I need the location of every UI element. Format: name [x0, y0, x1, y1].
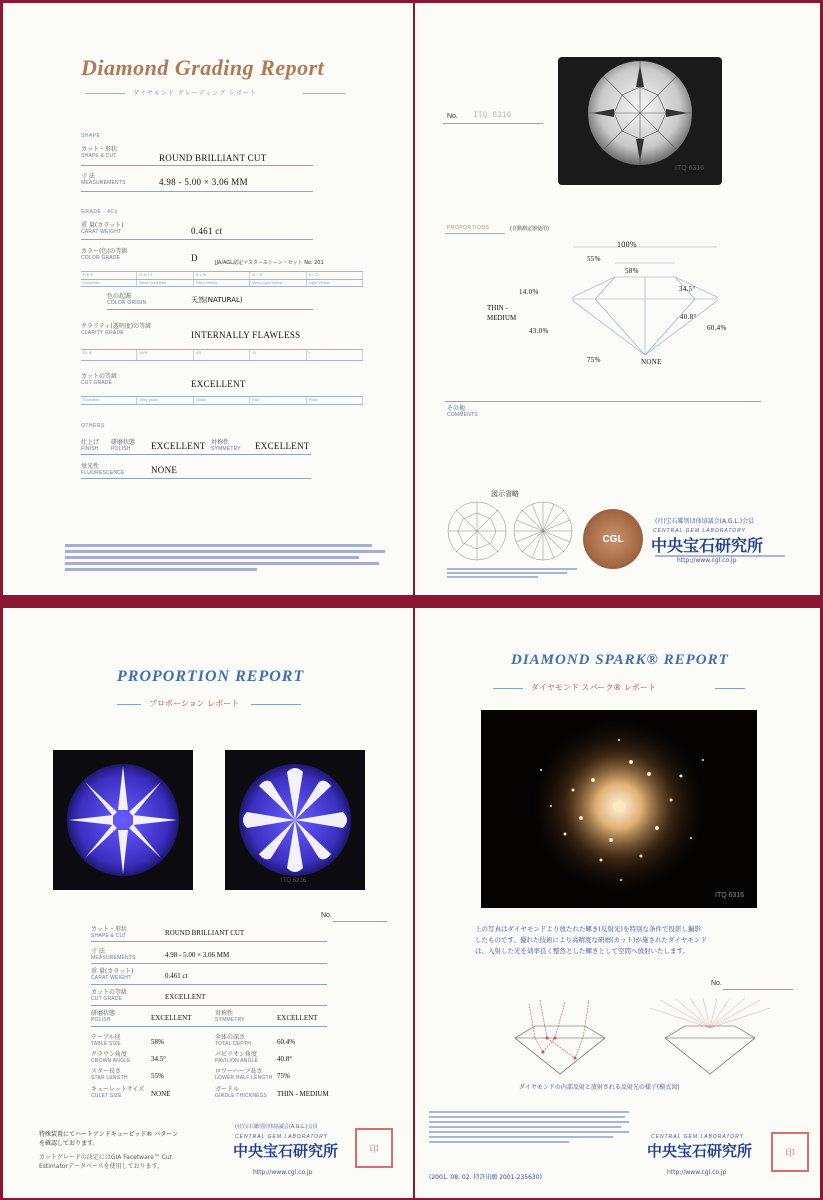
symmetry-label-en: SYMMETRY	[211, 446, 241, 452]
cut-label-jp: カットの等級	[81, 373, 117, 380]
shape-value: ROUND BRILLIANT CUT	[159, 153, 267, 163]
clarity-label-en: CLARITY GRADE	[81, 330, 124, 336]
section-others: OTHERS	[81, 423, 105, 429]
pr-shape-value: ROUND BRILLIANT CUT	[165, 929, 245, 937]
cupid-photo	[225, 750, 365, 890]
polish-label-en: POLISH	[111, 446, 131, 452]
pr-meas-value: 4.98 - 5.00 × 3.06 MM	[165, 951, 230, 959]
spark-lab-name-jp: 中央宝石研究所	[647, 1142, 753, 1160]
polish-label-jp: 研磨状態	[111, 439, 136, 446]
cupid-photo-caption: ITQ 6316	[281, 878, 307, 884]
carat-value: 0.461 ct	[191, 226, 223, 236]
spark-report-sheet	[415, 608, 820, 1198]
spark-fine-print	[429, 1108, 629, 1146]
fluor-label-jp: 蛍光性	[81, 463, 100, 470]
report-number-value: ITQ 6316	[473, 111, 512, 120]
spark-number-label: No.	[711, 980, 722, 987]
auto-measure-note: (自動測定器使用)	[510, 226, 549, 232]
grading-report-sheet	[3, 3, 413, 595]
star-pct: 55%	[587, 255, 601, 263]
pr-notes: 特殊装置にてハートアンドキューピッド® パターン を確認しております。 カットグレードの決定にはGIA Facetware™ Cut Estimatorデータベースを使用しております。	[39, 1131, 179, 1170]
hearts-photo	[53, 750, 193, 890]
pr-lab-name-jp: 中央宝石研究所	[233, 1142, 339, 1160]
color-master-note: JJA/AGL認定マスターストーン・セット No. 201	[215, 260, 324, 266]
pr-lab-stamp: 印	[355, 1128, 393, 1168]
spark-report-title: DIAMOND SPARK® REPORT	[511, 652, 729, 668]
spark-burst-icon	[481, 710, 757, 908]
spark-description: 上の写真はダイヤモンドより放たれた輝き(反射光)を特別な条件で投影し撮影 したものです。優れた技術により高精度な研磨(カット)が施されたダイヤモンド は、入射した光を効率良く整然とした輝きとして空間へ放射いたします。	[475, 925, 707, 955]
color-label-en: COLOR GRADE	[81, 255, 121, 261]
clarity-value: INTERNALLY FLAWLESS	[191, 330, 301, 340]
culet-value: NONE	[641, 358, 662, 366]
fluor-value: NONE	[151, 465, 178, 475]
meas-value: 4.98 - 5.00 × 3.06 MM	[159, 177, 248, 187]
crown-angle: 34.5°	[679, 285, 696, 293]
proportion-report-subtitle: プロポーション レポート	[149, 699, 240, 708]
hearts-pattern-icon	[225, 750, 365, 890]
origin-value: 天然(NATURAL)	[191, 296, 243, 304]
spark-lab-stamp: 印	[771, 1132, 809, 1172]
proportion-report-title: PROPORTION REPORT	[117, 668, 305, 685]
lower-half: 75%	[587, 356, 601, 364]
spark-report-subtitle: ダイヤモンド スパーク® レポート	[531, 683, 656, 692]
report-number-label: No.	[447, 113, 458, 120]
cut-label-en: CUT GRADE	[81, 380, 113, 386]
spark-lab-name-en: CENTRAL GEM LABORATORY	[651, 1134, 744, 1140]
carat-label-jp: 重 量(カラット)	[81, 222, 124, 229]
pr-lab-name-en: CENTRAL GEM LABORATORY	[235, 1134, 328, 1140]
spark-footer-date: (2001. 08. 02. 特許出願 2001-235630)	[429, 1174, 542, 1181]
cut-value: EXCELLENT	[191, 379, 246, 389]
polish-value: EXCELLENT	[151, 441, 206, 451]
clarity-scale: FL IF VVS VS SI I	[81, 349, 363, 361]
symmetry-label-jp: 対称性	[211, 439, 230, 446]
lab-name-jp: 中央宝石研究所	[651, 536, 764, 555]
origin-label-en: COLOR ORIGIN	[107, 300, 147, 306]
meas-label-en: MEASUREMENTS	[81, 180, 126, 186]
fluor-label-en: FLUORESCENCE	[81, 470, 125, 476]
clarity-plot-diagram	[445, 499, 577, 563]
fine-print-block	[65, 541, 385, 583]
proportions-sheet	[415, 3, 820, 595]
comments-label-en: COMMENTS	[447, 412, 478, 418]
pr-number-label: No.	[321, 912, 332, 919]
pr-cut-value: EXCELLENT	[165, 993, 206, 1001]
proportion-report-sheet: PROPORTION REPORT プロポーション レポート ITQ 6316 No. カット・形状 SHAPE & CUT ROUND BRILLIANT CUT 寸 法 MEASUREMENTS 4.98 - 5.00 × 3.06 MM 重 量(カラット) CARAT WEIGHT 0.461 ct カットの等級 CUT GRADE EXCELLENT 研磨状態 POLISH EXCELLENT 対称性 SYMMETRY EXCELLENT テーブル径 TABLE SIZE 58% 全体の深さ TOTAL DEPTH 60.4% クラウン角度 CROWN ANGLE 34.5° パビリオン角度 PAVILION ANGLE 40.8° スター長さ STAR LENGTH 55% ロワーハーフ長さ LOWER HALF LENGTH 75% キューレットサイズ CULET SIZE NONE ガードル GIRDLE THICKNESS THIN - MEDIUM 特殊装置にてハートアンドキューピッド® パターン を確認しております。 カットグレードの決定にはGIA Facetware™ Cut Estimatorデータベースを使用しております。 (社)宝石鑑別団体協議会(A.G.L.)会員 CENTRAL GEM LABORATORY 中央宝石研究所 http://www.cgl.co.jp 印	[3, 608, 413, 1198]
pr-culet-value: NONE	[151, 1090, 171, 1098]
report-title: Diamond Grading Report	[81, 55, 325, 80]
color-label-jp: カラー(色)の等級	[81, 248, 128, 255]
reflection-diagram-caption: ダイヤモンドの内部反射と放射される反射光の様子(模式図)	[519, 1084, 680, 1091]
cut-scale: Excellent Very good Good Fair Poor	[81, 396, 363, 405]
pr-table-value: 58%	[151, 1038, 164, 1046]
shape-label-jp: カット・形状	[81, 146, 117, 153]
pr-depth-value: 60.4%	[277, 1038, 296, 1046]
photo-caption: ITQ 6316	[675, 165, 705, 172]
section-grade: GRADE - 4Cs	[81, 209, 118, 215]
pr-lab-url: http://www.cgl.co.jp	[253, 1169, 313, 1176]
shape-label-en: SHAPE & CUT	[81, 153, 117, 159]
symmetry-value: EXCELLENT	[255, 441, 310, 451]
pavilion-angle: 40.8°	[680, 313, 697, 321]
pr-carat-value: 0.461 ct	[165, 972, 188, 980]
origin-label-jp: 色の起源	[107, 293, 132, 300]
pr-crown-angle-value: 34.5°	[151, 1055, 167, 1063]
total-depth: 60.4%	[707, 324, 727, 332]
cgl-seal	[583, 509, 643, 569]
table-pct: 58%	[625, 267, 639, 275]
color-value: D	[191, 253, 198, 263]
pr-lab-member: (社)宝石鑑別団体協議会(A.G.L.)会員	[235, 1124, 318, 1130]
reflection-diagram	[485, 998, 775, 1078]
report-subtitle: ダイヤモンド グレーディング レポート	[133, 90, 258, 97]
arrows-pattern-icon	[53, 750, 193, 890]
comments-label-jp: その他	[447, 405, 466, 412]
lab-member-text: (社)宝石鑑別団体協議会(A.G.L.)会員	[655, 518, 755, 525]
spark-photo-caption: ITQ 6316	[715, 892, 745, 899]
spark-lab-url: http://www.cgl.co.jp	[667, 1169, 727, 1176]
proportion-diagram	[555, 243, 755, 363]
pr-polish-value: EXCELLENT	[151, 1014, 192, 1022]
meas-label-jp: 寸 法	[81, 173, 95, 180]
pr-lower-half-value: 75%	[277, 1072, 290, 1080]
pr-star-value: 55%	[151, 1072, 164, 1080]
color-scale: D E F G H I J K L M N ~ R S ~ Z	[81, 271, 363, 280]
crown-height: 14.0%	[519, 288, 539, 296]
pavilion-depth: 43.0%	[529, 327, 549, 335]
color-scale-words: Colorless Near Colorless Faint Yellow Very Light Yellow Light Yellow	[81, 280, 363, 287]
section-shape: SHAPE	[81, 133, 101, 139]
pr-pavilion-angle-value: 40.8°	[277, 1055, 293, 1063]
girdle-value: THIN - MEDIUM	[487, 304, 517, 322]
proportions-label: PROPORTIONS	[447, 225, 490, 231]
lab-name-en: CENTRAL GEM LABORATORY	[653, 528, 746, 534]
spark-photo	[481, 710, 757, 908]
lab-url: http://www.cgl.co.jp	[677, 557, 737, 564]
clarity-label-jp: クラリティ(透明度)の等級	[81, 323, 152, 330]
plot-fine-print	[447, 566, 577, 580]
pr-girdle-value: THIN - MEDIUM	[277, 1090, 329, 1098]
finish-label-jp: 仕上げ	[81, 439, 100, 446]
cgl-seal-text: CGL	[602, 533, 624, 545]
finish-label-en: FINISH	[81, 446, 99, 452]
carat-label-en: CARAT WEIGHT	[81, 229, 122, 235]
pr-symmetry-value: EXCELLENT	[277, 1014, 318, 1022]
diameter-pct: 100%	[617, 240, 637, 249]
plot-omitted-label: 図示省略	[491, 490, 519, 498]
